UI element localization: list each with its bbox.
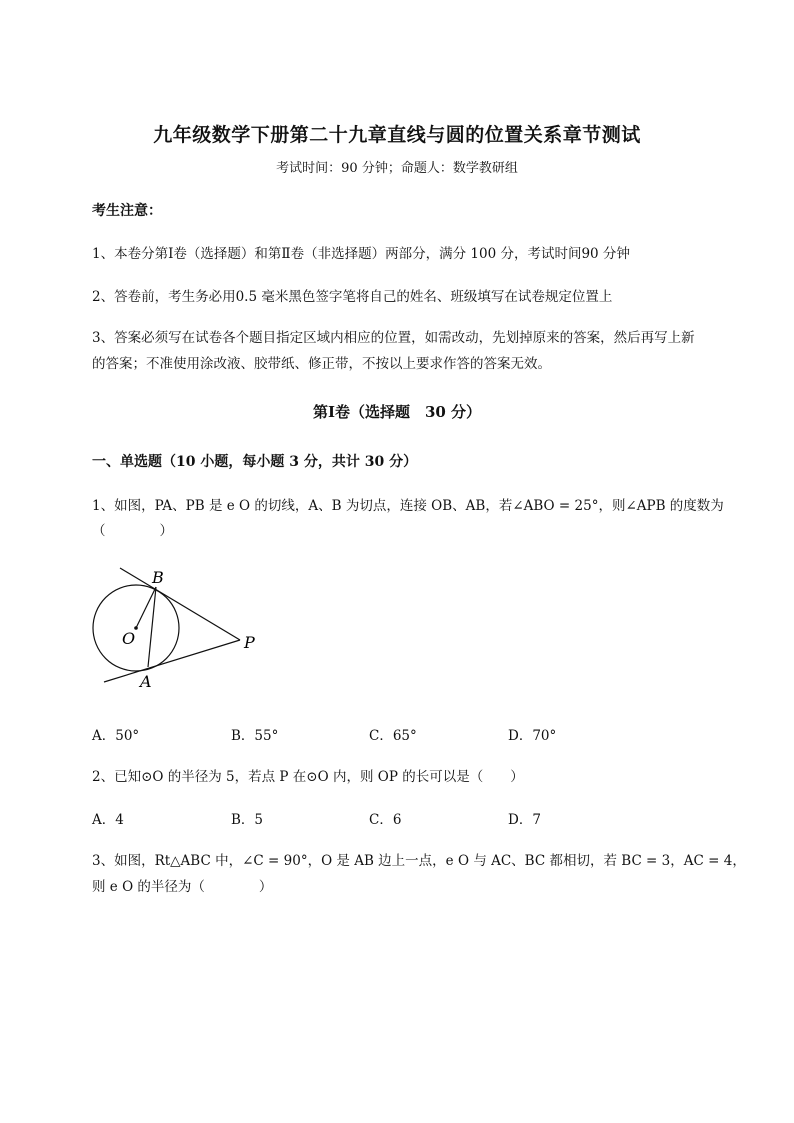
q1-option-a[interactable]: A．50° [92, 728, 140, 744]
label-o: O [122, 629, 136, 648]
label-a: A [140, 672, 152, 691]
question-2-text: 2、已知⊙O 的半径为 5，若点 P 在⊙O 内，则 OP 的长可以是（ ） [92, 769, 524, 785]
question-1-blank: （ ） [92, 523, 173, 539]
q2-option-c[interactable]: C．6 [369, 812, 402, 828]
q2-option-a[interactable]: A．4 [92, 812, 124, 828]
notice-item-1: 1、本卷分第Ⅰ卷（选择题）和第Ⅱ卷（非选择题）两部分，满分 100 分，考试时间90 分钟 [92, 246, 630, 262]
question-3-text: 3、如图，Rt△ABC 中，∠C = 90°，O 是 AB 边上一点，e O 与 AC、BC 都相切，若 BC = 3，AC = 4， [92, 853, 746, 869]
section-title: 第Ⅰ卷（选择题 30 分） [312, 403, 482, 421]
question-3-blank: 则 e O 的半径为（ ） [92, 879, 273, 895]
exam-info: 考试时间：90 分钟；命题人：数学教研组 [276, 161, 518, 176]
question-1-text: 1、如图，PA、PB 是 e O 的切线，A、B 为切点，连接 OB、AB，若∠ABO = 25°，则∠APB 的度数为 [92, 498, 724, 514]
page-title: 九年级数学下册第二十九章直线与圆的位置关系章节测试 [153, 124, 641, 146]
q1-option-c[interactable]: C．65° [369, 728, 417, 744]
notice-item-2: 2、答卷前，考生务必用0.5 毫米黑色签字笔将自己的姓名、班级填写在试卷规定位置上 [92, 289, 613, 305]
notice-item-3-cont: 的答案；不准使用涂改液、胶带纸、修正带，不按以上要求作答的答案无效。 [92, 356, 551, 372]
q2-option-b[interactable]: B．5 [231, 812, 264, 828]
label-p: P [244, 633, 255, 652]
circle-tangent-figure [88, 560, 278, 695]
q2-option-d[interactable]: D．7 [508, 812, 541, 828]
notice-item-3: 3、答案必须写在试卷各个题目指定区域内相应的位置，如需改动，先划掉原来的答案，然后再写上新 [92, 330, 695, 346]
q1-option-b[interactable]: B．55° [231, 728, 279, 744]
part-heading: 一、单选题（10 小题，每小题 3 分，共计 30 分） [92, 454, 418, 470]
label-b: B [152, 568, 164, 587]
notice-heading: 考生注意： [92, 203, 162, 219]
q1-option-d[interactable]: D．70° [508, 728, 557, 744]
